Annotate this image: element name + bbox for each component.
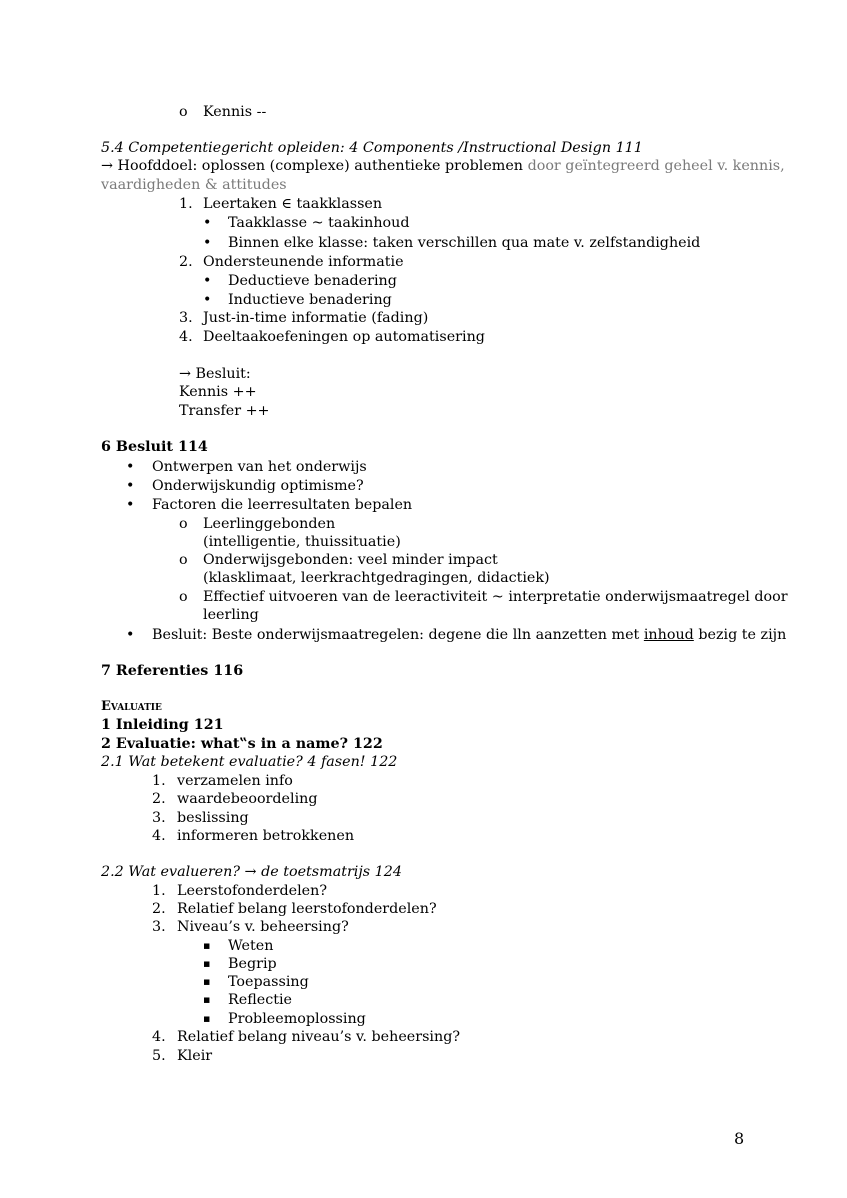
list-item: Relatief belang niveau’s v. beheersing?	[177, 1029, 461, 1045]
list-item: Taakklasse ~ taakinhoud	[228, 215, 410, 231]
list-marker: •	[203, 215, 212, 231]
list-item: Leerstofonderdelen?	[177, 883, 328, 899]
section-heading: 5.4 Competentiegericht opleiden: 4 Components /Instructional Design 111	[101, 140, 643, 156]
list-marker: ▪	[203, 957, 211, 970]
subsection-heading: 2.1 Wat betekent evaluatie? 4 fasen! 122	[101, 754, 398, 770]
list-marker: 2.	[179, 254, 193, 270]
list-item: Effectief uitvoeren van de leeractiviteit ~ interpretatie onderwijsmaatregel door	[203, 589, 788, 605]
list-marker: 2.	[152, 791, 166, 807]
list-item: Leerlinggebonden	[203, 516, 336, 532]
list-item: Begrip	[228, 956, 277, 972]
chapter-heading: Evaluatie	[101, 699, 162, 714]
list-item: Onderwijsgebonden: veel minder impact	[203, 552, 498, 568]
list-marker: ▪	[203, 993, 211, 1006]
list-marker: o	[179, 552, 188, 568]
list-item: Ondersteunende informatie	[203, 254, 404, 270]
list-item: Probleemoplossing	[228, 1011, 366, 1027]
list-marker: 4.	[152, 828, 166, 844]
list-marker: 3.	[152, 810, 166, 826]
list-item: verzamelen info	[177, 773, 293, 789]
list-marker: 2.	[152, 901, 166, 917]
list-item: Weten	[228, 938, 274, 954]
list-marker: •	[126, 478, 135, 494]
subsection-heading: 2.2 Wat evalueren? → de toetsmatrijs 124	[101, 864, 402, 880]
list-marker: •	[203, 292, 212, 308]
list-marker: ▪	[203, 939, 211, 952]
section-heading: 1 Inleiding 121	[101, 717, 224, 733]
list-item-continuation: (intelligentie, thuissituatie)	[203, 534, 401, 550]
conclusion-line: Kennis ++	[179, 384, 257, 400]
list-marker: ▪	[203, 975, 211, 988]
list-item: Reflectie	[228, 992, 293, 1008]
list-marker: 3.	[152, 919, 166, 935]
list-item: Deeltaakoefeningen op automatisering	[203, 329, 485, 345]
list-item: Binnen elke klasse: taken verschillen qua mate v. zelfstandigheid	[228, 235, 701, 251]
paragraph-line: vaardigheden & attitudes	[101, 177, 287, 193]
list-marker: •	[126, 459, 135, 475]
conclusion-line: → Besluit:	[179, 366, 251, 382]
list-item: Kennis --	[203, 104, 267, 120]
list-item-continuation: (klasklimaat, leerkrachtgedragingen, didactiek)	[203, 570, 550, 586]
list-item: Just-in-time informatie (fading)	[203, 310, 429, 326]
list-item: Leertaken ∈ taakklassen	[203, 196, 383, 212]
list-marker: •	[126, 497, 135, 513]
list-marker: •	[203, 235, 212, 251]
paragraph-line: → Hoofddoel: oplossen (complexe) authentieke problemen door geïntegreerd geheel v. kennis,	[101, 158, 785, 174]
section-heading: 6 Besluit 114	[101, 439, 208, 455]
list-marker: 4.	[179, 329, 193, 345]
list-marker: 1.	[152, 883, 166, 899]
list-marker: o	[179, 589, 188, 605]
list-marker: 3.	[179, 310, 193, 326]
list-item: Kleir	[177, 1048, 213, 1064]
list-marker: •	[126, 627, 135, 643]
list-marker: 5.	[152, 1048, 166, 1064]
list-item: Relatief belang leerstofonderdelen?	[177, 901, 437, 917]
conclusion-line: Transfer ++	[179, 403, 270, 419]
section-heading: 2 Evaluatie: what‟s in a name? 122	[101, 736, 383, 752]
page-number: 8	[734, 1129, 745, 1148]
list-item: Besluit: Beste onderwijsmaatregelen: degene die lln aanzetten met inhoud bezig te zijn	[152, 627, 787, 643]
list-item: Factoren die leerresultaten bepalen	[152, 497, 413, 513]
list-marker: 1.	[152, 773, 166, 789]
list-item-continuation: leerling	[203, 607, 259, 623]
list-item: informeren betrokkenen	[177, 828, 355, 844]
list-item: Ontwerpen van het onderwijs	[152, 459, 367, 475]
list-marker: 4.	[152, 1029, 166, 1045]
list-item: Toepassing	[228, 974, 309, 990]
list-marker: ▪	[203, 1012, 211, 1025]
list-marker: o	[179, 516, 188, 532]
list-marker: •	[203, 273, 212, 289]
section-heading: 7 Referenties 116	[101, 663, 244, 679]
list-item: beslissing	[177, 810, 249, 826]
list-item: Onderwijskundig optimisme?	[152, 478, 364, 494]
list-item: Deductieve benadering	[228, 273, 397, 289]
list-marker: 1.	[179, 196, 193, 212]
list-item: waardebeoordeling	[177, 791, 318, 807]
list-marker: o	[179, 104, 188, 120]
list-item: Inductieve benadering	[228, 292, 392, 308]
list-item: Niveau’s v. beheersing?	[177, 919, 349, 935]
